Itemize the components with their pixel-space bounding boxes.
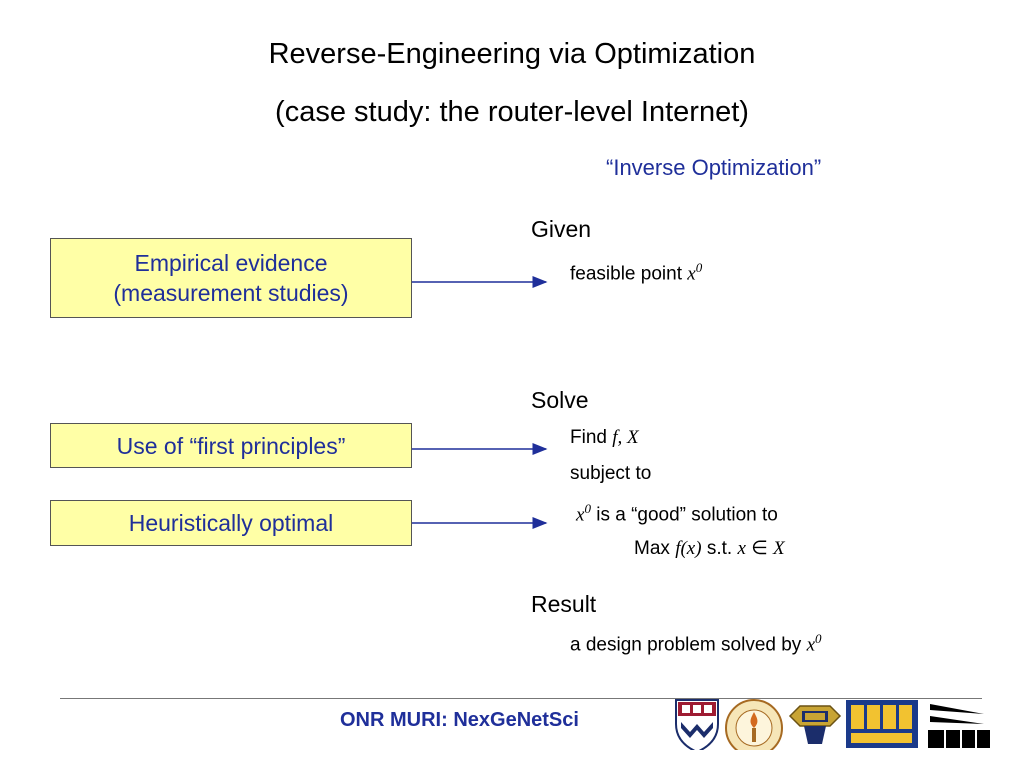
result-text: a design problem solved by xyxy=(570,634,802,656)
result-line xyxy=(570,631,822,656)
good-solution-line xyxy=(576,501,778,526)
find-line xyxy=(570,427,639,449)
ucsb-logo xyxy=(846,698,918,750)
box-line: Use of “first principles” xyxy=(116,432,346,459)
find-text: Find xyxy=(570,427,607,448)
x-in-math: x xyxy=(737,538,746,559)
st-text: s.t. xyxy=(706,538,733,559)
superscript-zero: 0 xyxy=(584,501,591,516)
max-line xyxy=(634,537,785,560)
footer-label: ONR MURI: NexGeNetSci xyxy=(340,709,579,731)
solve-heading: Solve xyxy=(531,387,589,413)
caltech-seal-logo xyxy=(724,698,784,750)
max-text: Max xyxy=(634,538,670,559)
box-line: Empirical evidence xyxy=(134,250,328,276)
superscript-zero: 0 xyxy=(815,631,822,646)
ucsd-logo xyxy=(922,698,992,750)
given-heading: Given xyxy=(531,216,592,242)
subject-to-line: subject to xyxy=(570,463,652,484)
set-X-math: X xyxy=(773,538,785,559)
box-line: (measurement studies) xyxy=(113,280,349,306)
slide-title-line1: Reverse-Engineering via Optimization xyxy=(268,38,756,70)
element-of-symbol: ∈ xyxy=(751,538,768,559)
good-text: is a “good” solution to xyxy=(596,504,778,526)
result-heading: Result xyxy=(531,591,597,617)
find-math: f, X xyxy=(612,427,639,448)
feasible-text: feasible point xyxy=(570,263,682,285)
feasible-point-line xyxy=(570,260,702,285)
x-symbol: x xyxy=(687,263,696,285)
nps-logo xyxy=(786,698,844,750)
slide-title-line2: (case study: the router-level Internet) xyxy=(275,96,749,128)
inverse-optimization-label: “Inverse Optimization” xyxy=(606,155,822,180)
superscript-zero: 0 xyxy=(695,260,703,275)
x-symbol: x xyxy=(576,504,585,526)
box-line: Heuristically optimal xyxy=(128,510,334,536)
fx-math: f(x) xyxy=(675,538,702,559)
penn-shield-logo xyxy=(672,698,722,750)
x-symbol: x xyxy=(806,634,816,656)
